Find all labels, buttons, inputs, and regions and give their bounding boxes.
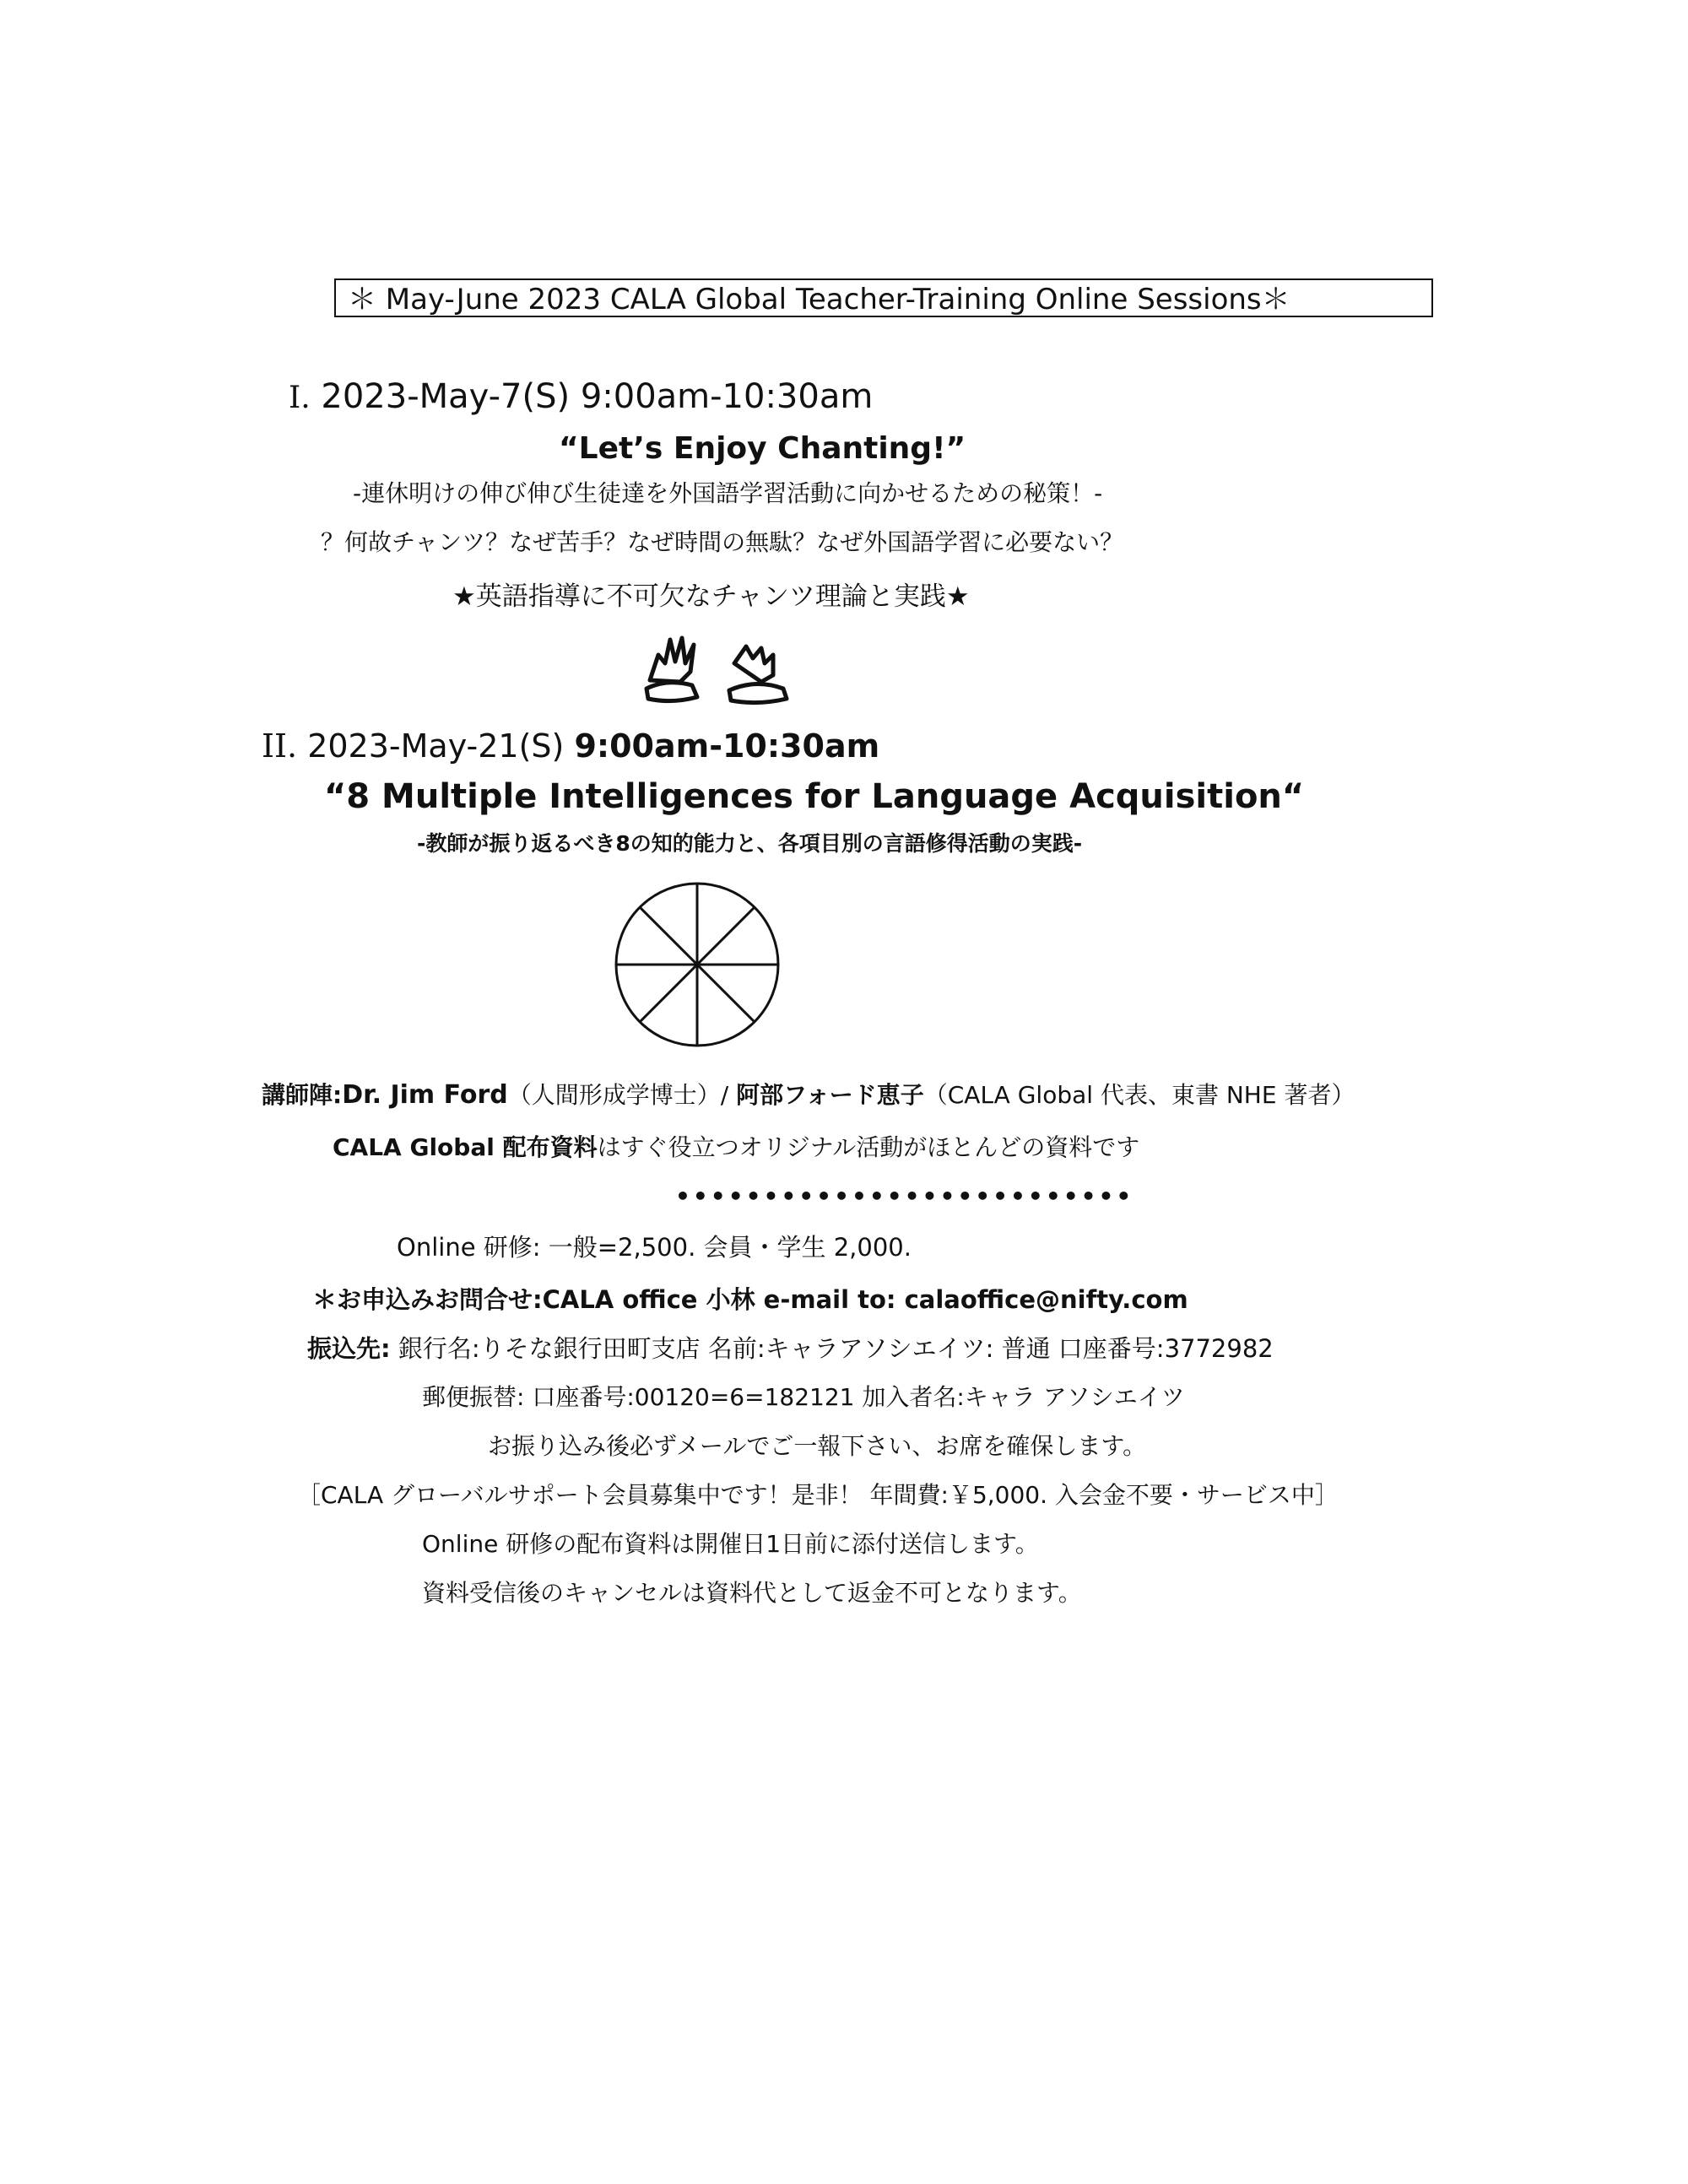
eight-segment-wheel (613, 880, 782, 1052)
cancellation-notice: 資料受信後のキャンセルは資料代として返金不可となります。 (422, 1579, 1082, 1607)
contact-line: ＊お申込みお問合せ:CALA office 小林 e-mail to: calaoffice@nifty.com (312, 1285, 1188, 1314)
session-1-tagline: -連休明けの伸び伸び生徒達を外国語学習活動に向かせるための秘策！- (353, 479, 1103, 507)
session-1-heading (289, 371, 873, 424)
bank-detail: 銀行名:りそな銀行田町支店 名前:キャラアソシエイツ: 普通 口座番号:3772982 (390, 1334, 1274, 1363)
lecturers-line (262, 1077, 1355, 1114)
handout-rest: はすぐ役立つオリジナル活動がほとんどの資料です (597, 1133, 1140, 1161)
handout-note (333, 1129, 1139, 1166)
bank-label: 振込先: (307, 1334, 391, 1363)
session-1-datetime: 2023-May-7(S) 9:00am-10:30am (321, 377, 874, 416)
session-2-title: “8 Multiple Intelligences for Language Acquisition“ (324, 777, 1305, 816)
session-1-numeral: I. (289, 381, 311, 415)
session-2-numeral: II. (262, 727, 298, 765)
lecturer-2-note: （CALA Global 代表、東書 NHE 著者） (923, 1081, 1355, 1109)
session-1-questions: ？何故チャンツ？なぜ苦手？なぜ時間の無駄？なぜ外国語学習に必要ない？ (321, 528, 1124, 556)
dotted-divider: •••••••••••••••••••••••••• (675, 1182, 1134, 1210)
lecturer-1-note: （人間形成学博士）/ (507, 1081, 737, 1109)
fee-line: Online 研修: 一般=2,500. 会員・学生 2,000. (397, 1233, 912, 1262)
session-2-subtitle: -教師が振り返るべき8の知的能力と、各項目別の言語修得活動の実践- (417, 831, 1083, 856)
postal-transfer-line: 郵便振替: 口座番号:00120=6=182121 加入者名:キャラ アソシエイツ (422, 1383, 1185, 1411)
sign-language-hands-icon (641, 630, 793, 709)
lecturers-label: 講師陣: (262, 1081, 343, 1109)
online-handout-notice: Online 研修の配布資料は開催日1日前に添付送信します。 (422, 1530, 1039, 1558)
session-2-date: 2023-May-21(S) (307, 727, 565, 765)
lecturer-2-name: 阿部フォード恵子 (736, 1081, 924, 1109)
page-title: ＊ May-June 2023 CALA Global Teacher-Training Online Sessions＊ (334, 278, 1433, 317)
bank-transfer-line (307, 1330, 1274, 1367)
lecturer-1-name: Dr. Jim Ford (342, 1080, 508, 1110)
membership-notice: ［CALA グローバルサポート会員募集中です！是非！ 年間費:￥5,000. 入会金不要・サービス中］ (297, 1481, 1339, 1509)
session-2-time: 9:00am-10:30am (574, 727, 880, 765)
session-1-title: “Let’s Enjoy Chanting!” (559, 431, 966, 466)
handout-bold: CALA Global 配布資料 (333, 1133, 598, 1161)
session-1-theme: ★英語指導に不可欠なチャンツ理論と実践★ (452, 581, 970, 612)
payment-notice: お振り込み後必ずメールでご一報下さい、お席を確保します。 (488, 1432, 1147, 1460)
session-2-heading (262, 722, 879, 770)
